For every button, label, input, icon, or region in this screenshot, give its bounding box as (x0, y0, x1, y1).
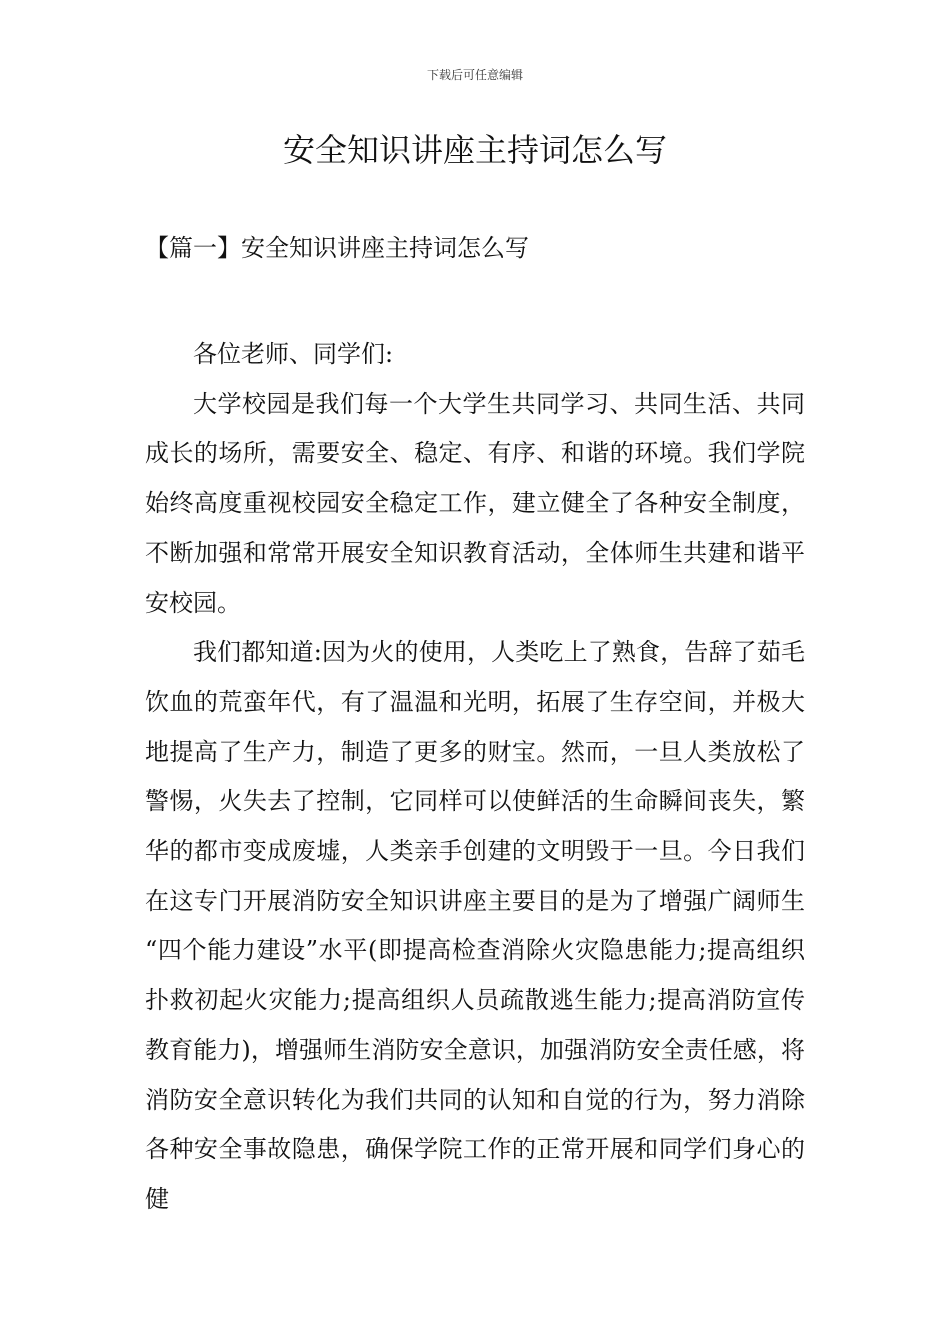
document-title: 安全知识讲座主持词怎么写 (282, 131, 667, 169)
paragraph-campus: 大学校园是我们每一个大学生共同学习、共同生活、共同成长的场所，需要安全、稳定、有序、和谐的环境。我们学院始终高度重视校园安全稳定工作，建立健全了各种安全制度，不断加强和常常开展安全知识教育活动，全体师生共建和谐平安校园。 (145, 389, 805, 617)
document-body (145, 330, 805, 1225)
paragraph-fire-safety: 我们都知道:因为火的使用，人类吃上了熟食，告辞了茹毛饮血的荒蛮年代，有了温温和光明，拓展了生存空间，并极大地提高了生产力，制造了更多的财宝。然而，一旦人类放松了警惕，火失去了控制，它同样可以使鲜活的生命瞬间丧失，繁华的都市变成废墟，人类亲手创建的文明毁于一旦。今日我们在这专门开展消防安全知识讲座主要目的是为了增强广阔师生“四个能力建设”水平(即提高检查消除火灾隐患能力;提高组织扑救初起火灾能力;提高组织人员疏散逃生能力;提高消防宣传教育能力)，增强师生消防安全意识，加强消防安全责任感，将消防安全意识转化为我们共同的认知和自觉的行为，努力消除各种安全事故隐患，确保学院工作的正常开展和同学们身心的健 (145, 638, 805, 1213)
paragraph-greeting: 各位老师、同学们: (193, 340, 394, 368)
header-note: 下载后可任意编辑 (426, 68, 523, 82)
section-heading: 【篇一】安全知识讲座主持词怎么写 (145, 234, 529, 262)
